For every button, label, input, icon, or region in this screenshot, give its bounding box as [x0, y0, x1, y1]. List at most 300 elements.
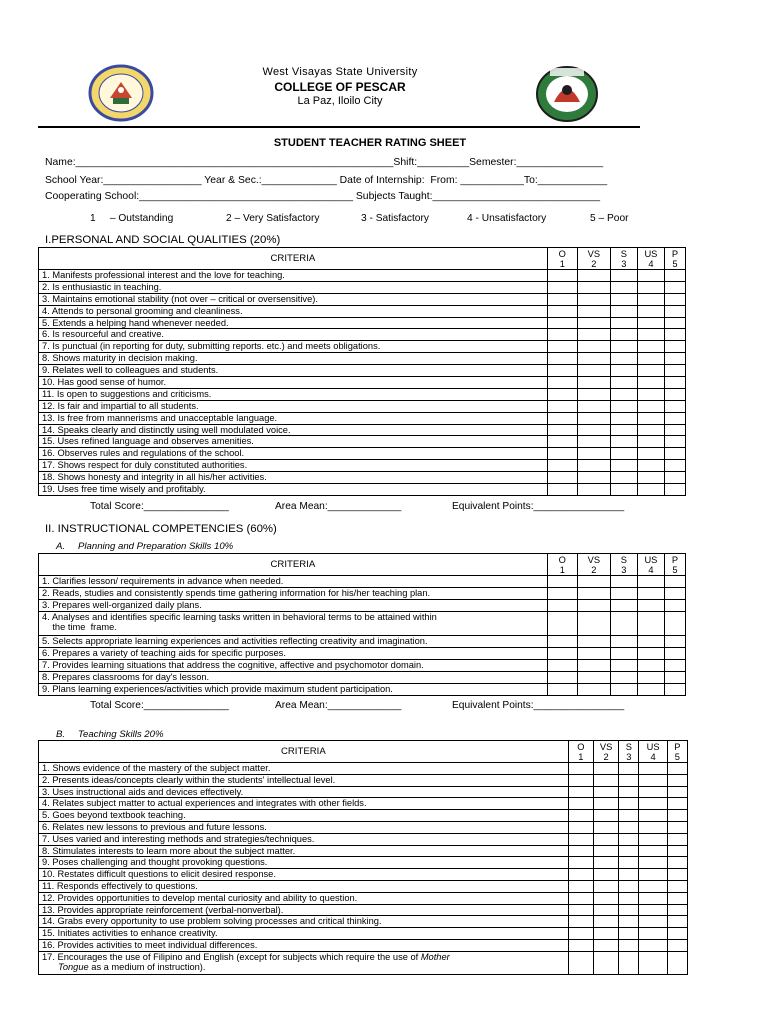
criteria-header: CRITERIA — [39, 554, 548, 576]
rating-cell-5[interactable] — [664, 612, 685, 636]
rating-cell-2[interactable] — [577, 576, 610, 588]
rating-cell-1[interactable] — [568, 845, 593, 857]
rating-cell-3[interactable] — [619, 939, 639, 951]
table-row — [39, 916, 688, 928]
rating-cell-2[interactable] — [577, 270, 610, 282]
rating-cell-2[interactable] — [593, 939, 618, 951]
rating-cell-4[interactable] — [639, 880, 667, 892]
rating-cell-1[interactable] — [568, 833, 593, 845]
rating-cell-5[interactable] — [667, 869, 687, 881]
criterion-text: 16. Provides activities to meet individual differences. — [39, 939, 569, 951]
rating-cell-1[interactable] — [547, 660, 577, 672]
criterion-text: 10. Restates difficult questions to elicit desired response. — [39, 869, 569, 881]
rating-cell-5[interactable] — [664, 305, 685, 317]
rating-cell-4[interactable] — [639, 798, 667, 810]
rating-col-header-3 — [610, 554, 637, 576]
rating-cell-1[interactable] — [568, 904, 593, 916]
rating-cell-3[interactable] — [610, 270, 637, 282]
rating-cell-3[interactable] — [610, 600, 637, 612]
rating-cell-3[interactable] — [619, 904, 639, 916]
rating-cell-4[interactable] — [637, 424, 664, 436]
rating-cell-2[interactable] — [593, 857, 618, 869]
rating-cell-4[interactable] — [639, 763, 667, 775]
rating-cell-2[interactable] — [593, 892, 618, 904]
rating-cell-1[interactable] — [568, 939, 593, 951]
rating-col-header-4 — [637, 554, 664, 576]
rating-cell-2[interactable] — [577, 329, 610, 341]
rating-cell-3[interactable] — [610, 341, 637, 353]
rating-cell-4[interactable] — [639, 916, 667, 928]
rating-cell-4[interactable] — [637, 365, 664, 377]
rating-cell-5[interactable] — [664, 436, 685, 448]
rating-cell-2[interactable] — [577, 436, 610, 448]
rating-cell-2[interactable] — [577, 388, 610, 400]
rating-cell-5[interactable] — [664, 672, 685, 684]
equivalent-points-field-1[interactable]: Equivalent Points:________________ — [452, 501, 625, 512]
rating-cell-1[interactable] — [568, 810, 593, 822]
rating-cell-1[interactable] — [547, 460, 577, 472]
rating-cell-3[interactable] — [610, 636, 637, 648]
rating-cell-1[interactable] — [568, 821, 593, 833]
planning-preparation-table — [38, 553, 686, 696]
rating-cell-5[interactable] — [667, 857, 687, 869]
rating-cell-1[interactable] — [568, 857, 593, 869]
rating-cell-1[interactable] — [568, 798, 593, 810]
rating-cell-4[interactable] — [637, 270, 664, 282]
table-row — [39, 588, 686, 600]
table-row — [39, 293, 686, 305]
rating-cell-3[interactable] — [619, 892, 639, 904]
rating-cell-4[interactable] — [639, 939, 667, 951]
criterion-text: 12. Provides opportunities to develop mental curiosity and ability to question. — [39, 892, 569, 904]
criterion-text: 1. Clarifies lesson/ requirements in advance when needed. — [39, 576, 548, 588]
rating-cell-3[interactable] — [610, 460, 637, 472]
rating-cell-3[interactable] — [610, 448, 637, 460]
area-mean-field-2[interactable]: Area Mean:_____________ — [275, 700, 402, 711]
rating-cell-2[interactable] — [593, 833, 618, 845]
rating-cell-2[interactable] — [593, 763, 618, 775]
rating-number: 4 — [648, 564, 654, 575]
rating-cell-1[interactable] — [568, 916, 593, 928]
total-score-field-1[interactable]: Total Score:_______________ — [90, 501, 229, 512]
rating-cell-1[interactable] — [547, 400, 577, 412]
rating-cell-3[interactable] — [610, 424, 637, 436]
rating-cell-3[interactable] — [610, 293, 637, 305]
rating-cell-4[interactable] — [639, 928, 667, 940]
rating-cell-3[interactable] — [619, 845, 639, 857]
rating-cell-5[interactable] — [667, 845, 687, 857]
rating-cell-5[interactable] — [667, 763, 687, 775]
rating-cell-5[interactable] — [667, 833, 687, 845]
rating-cell-5[interactable] — [664, 484, 685, 496]
rating-cell-4[interactable] — [639, 904, 667, 916]
rating-cell-3[interactable] — [610, 400, 637, 412]
rating-cell-1[interactable] — [547, 636, 577, 648]
rating-cell-2[interactable] — [577, 341, 610, 353]
table-row — [39, 412, 686, 424]
rating-cell-5[interactable] — [664, 412, 685, 424]
scale-very-satisfactory: 2 – Very Satisfactory — [226, 213, 320, 224]
rating-abbr: US — [644, 248, 658, 259]
rating-cell-1[interactable] — [568, 951, 593, 975]
rating-cell-3[interactable] — [619, 786, 639, 798]
rating-cell-2[interactable] — [577, 660, 610, 672]
rating-cell-1[interactable] — [547, 424, 577, 436]
rating-abbr: US — [646, 741, 660, 752]
rating-cell-4[interactable] — [637, 388, 664, 400]
rating-cell-2[interactable] — [577, 672, 610, 684]
table-row — [39, 763, 688, 775]
rating-cell-4[interactable] — [637, 317, 664, 329]
rating-cell-1[interactable] — [568, 880, 593, 892]
rating-cell-3[interactable] — [610, 329, 637, 341]
rating-cell-5[interactable] — [667, 880, 687, 892]
rating-cell-3[interactable] — [610, 412, 637, 424]
rating-cell-2[interactable] — [577, 412, 610, 424]
rating-cell-5[interactable] — [664, 588, 685, 600]
rating-cell-4[interactable] — [637, 484, 664, 496]
rating-cell-2[interactable] — [577, 588, 610, 600]
rating-cell-3[interactable] — [619, 951, 639, 975]
rating-cell-5[interactable] — [664, 270, 685, 282]
rating-cell-1[interactable] — [547, 448, 577, 460]
criterion-17-italic-1: Mother — [420, 951, 450, 962]
rating-cell-1[interactable] — [547, 341, 577, 353]
rating-number: 4 — [650, 751, 656, 762]
rating-cell-4[interactable] — [637, 576, 664, 588]
rating-cell-2[interactable] — [577, 484, 610, 496]
rating-cell-2[interactable] — [593, 810, 618, 822]
rating-cell-2[interactable] — [577, 612, 610, 636]
rating-cell-3[interactable] — [610, 436, 637, 448]
criterion-text: 19. Uses free time wisely and profitably. — [39, 484, 548, 496]
total-score-field-2[interactable]: Total Score:_______________ — [90, 700, 229, 711]
rating-cell-1[interactable] — [547, 472, 577, 484]
rating-cell-5[interactable] — [664, 353, 685, 365]
rating-cell-5[interactable] — [664, 365, 685, 377]
rating-cell-3[interactable] — [610, 377, 637, 389]
rating-cell-3[interactable] — [610, 484, 637, 496]
rating-cell-5[interactable] — [664, 448, 685, 460]
rating-cell-4[interactable] — [637, 436, 664, 448]
rating-cell-1[interactable] — [547, 484, 577, 496]
rating-cell-1[interactable] — [547, 436, 577, 448]
rating-cell-1[interactable] — [547, 672, 577, 684]
rating-cell-2[interactable] — [577, 448, 610, 460]
rating-cell-2[interactable] — [577, 365, 610, 377]
rating-cell-3[interactable] — [619, 916, 639, 928]
rating-cell-4[interactable] — [637, 377, 664, 389]
scale-poor: 5 – Poor — [590, 213, 629, 224]
rating-cell-1[interactable] — [547, 684, 577, 696]
rating-cell-3[interactable] — [610, 472, 637, 484]
rating-cell-4[interactable] — [637, 472, 664, 484]
rating-cell-4[interactable] — [639, 869, 667, 881]
rating-cell-5[interactable] — [664, 317, 685, 329]
rating-cell-4[interactable] — [639, 951, 667, 975]
rating-cell-2[interactable] — [593, 951, 618, 975]
cooperating-school-line[interactable]: Cooperating School:_____________________________________ Subjects Taught:_____________________________ — [45, 191, 601, 202]
rating-cell-3[interactable] — [610, 588, 637, 600]
rating-cell-5[interactable] — [667, 928, 687, 940]
rating-cell-4[interactable] — [637, 293, 664, 305]
equivalent-points-field-2[interactable]: Equivalent Points:________________ — [452, 700, 625, 711]
rating-cell-4[interactable] — [637, 329, 664, 341]
rating-cell-2[interactable] — [577, 472, 610, 484]
rating-cell-3[interactable] — [610, 684, 637, 696]
rating-cell-4[interactable] — [637, 600, 664, 612]
rating-cell-5[interactable] — [667, 821, 687, 833]
rating-cell-1[interactable] — [568, 786, 593, 798]
university-name: West Visayas State University — [262, 66, 418, 78]
rating-cell-4[interactable] — [639, 892, 667, 904]
criterion-text: 17. Shows respect for duly constituted authorities. — [39, 460, 548, 472]
rating-number: 2 — [591, 564, 597, 575]
rating-cell-2[interactable] — [593, 821, 618, 833]
rating-cell-5[interactable] — [664, 684, 685, 696]
rating-cell-4[interactable] — [637, 448, 664, 460]
subsection-b-letter: B. — [56, 729, 66, 740]
rating-abbr: O — [558, 248, 566, 259]
rating-abbr: US — [644, 554, 658, 565]
table-row — [39, 329, 686, 341]
rating-cell-3[interactable] — [610, 365, 637, 377]
rating-cell-3[interactable] — [619, 810, 639, 822]
rating-cell-5[interactable] — [664, 636, 685, 648]
rating-col-header-5 — [667, 741, 687, 763]
criterion-text: 2. Presents ideas/concepts clearly within the students' intellectual level. — [39, 774, 569, 786]
rating-cell-1[interactable] — [568, 928, 593, 940]
rating-cell-4[interactable] — [637, 672, 664, 684]
rating-cell-5[interactable] — [667, 798, 687, 810]
table-row — [39, 341, 686, 353]
rating-cell-5[interactable] — [664, 472, 685, 484]
rating-cell-2[interactable] — [577, 317, 610, 329]
rating-cell-5[interactable] — [664, 341, 685, 353]
rating-cell-3[interactable] — [610, 388, 637, 400]
college-location: La Paz, Iloilo City — [297, 95, 383, 107]
rating-cell-3[interactable] — [610, 612, 637, 636]
rating-cell-1[interactable] — [568, 892, 593, 904]
rating-cell-2[interactable] — [593, 845, 618, 857]
criterion-text: 8. Prepares classrooms for day's lesson. — [39, 672, 548, 684]
rating-cell-1[interactable] — [547, 412, 577, 424]
rating-cell-4[interactable] — [637, 660, 664, 672]
rating-cell-4[interactable] — [637, 341, 664, 353]
rating-cell-4[interactable] — [639, 833, 667, 845]
table-row — [39, 774, 688, 786]
rating-cell-2[interactable] — [593, 786, 618, 798]
table-row — [39, 951, 688, 975]
rating-cell-1[interactable] — [547, 600, 577, 612]
table-row — [39, 660, 686, 672]
rating-col-header-5 — [664, 554, 685, 576]
rating-cell-5[interactable] — [664, 660, 685, 672]
rating-cell-2[interactable] — [577, 636, 610, 648]
rating-cell-2[interactable] — [593, 928, 618, 940]
rating-cell-2[interactable] — [577, 377, 610, 389]
criterion-text: 7. Is punctual (in reporting for duty, submitting reports. etc.) and meets obligations. — [39, 341, 548, 353]
criterion-text: 4. Relates subject matter to actual experiences and integrates with other fields. — [39, 798, 569, 810]
rating-abbr: VS — [587, 554, 601, 565]
rating-cell-4[interactable] — [639, 774, 667, 786]
rating-cell-1[interactable] — [547, 329, 577, 341]
area-mean-field-1[interactable]: Area Mean:_____________ — [275, 501, 402, 512]
rating-cell-3[interactable] — [619, 928, 639, 940]
rating-cell-2[interactable] — [593, 869, 618, 881]
table-row — [39, 833, 688, 845]
rating-cell-2[interactable] — [593, 798, 618, 810]
rating-cell-2[interactable] — [577, 460, 610, 472]
rating-cell-5[interactable] — [664, 293, 685, 305]
rating-cell-3[interactable] — [619, 833, 639, 845]
rating-cell-4[interactable] — [637, 281, 664, 293]
rating-cell-2[interactable] — [577, 600, 610, 612]
rating-cell-4[interactable] — [639, 845, 667, 857]
rating-number: 4 — [648, 258, 654, 269]
rating-cell-5[interactable] — [664, 400, 685, 412]
school-year-line[interactable]: School Year:_________________ Year & Sec.:_____________ Date of Internship: From: ___________To:____________ — [45, 175, 608, 186]
table-row — [39, 869, 688, 881]
rating-cell-2[interactable] — [577, 400, 610, 412]
rating-cell-5[interactable] — [664, 329, 685, 341]
rating-cell-2[interactable] — [577, 305, 610, 317]
rating-cell-3[interactable] — [619, 798, 639, 810]
rating-cell-4[interactable] — [639, 786, 667, 798]
rating-cell-4[interactable] — [639, 810, 667, 822]
rating-cell-5[interactable] — [667, 892, 687, 904]
rating-abbr: S — [620, 554, 627, 565]
rating-cell-5[interactable] — [664, 576, 685, 588]
rating-cell-1[interactable] — [547, 388, 577, 400]
rating-cell-1[interactable] — [547, 317, 577, 329]
table-row — [39, 798, 688, 810]
rating-cell-4[interactable] — [637, 588, 664, 600]
rating-cell-3[interactable] — [610, 281, 637, 293]
rating-cell-3[interactable] — [610, 660, 637, 672]
table-header-row — [39, 248, 686, 270]
criterion-text: 13. Provides appropriate reinforcement (verbal-nonverbal). — [39, 904, 569, 916]
section-instructional-title: II. INSTRUCTIONAL COMPETENCIES (60%) — [45, 523, 277, 535]
rating-cell-5[interactable] — [667, 916, 687, 928]
section-personal-social-title: I.PERSONAL AND SOCIAL QUALITIES (20%) — [45, 234, 281, 246]
table-row — [39, 636, 686, 648]
rating-cell-4[interactable] — [637, 412, 664, 424]
rating-cell-5[interactable] — [664, 377, 685, 389]
rating-cell-1[interactable] — [547, 588, 577, 600]
rating-cell-3[interactable] — [619, 869, 639, 881]
rating-cell-3[interactable] — [619, 857, 639, 869]
table-row — [39, 388, 686, 400]
criterion-text: 7. Provides learning situations that address the cognitive, affective and psychomotor domain. — [39, 660, 548, 672]
rating-cell-1[interactable] — [547, 293, 577, 305]
name-shift-semester-line[interactable]: Name:_______________________________________________________Shift:_________Semester:_______________ — [45, 157, 604, 168]
rating-cell-3[interactable] — [619, 774, 639, 786]
rating-cell-4[interactable] — [639, 857, 667, 869]
rating-cell-1[interactable] — [547, 576, 577, 588]
table-row — [39, 424, 686, 436]
rating-cell-5[interactable] — [667, 810, 687, 822]
rating-cell-3[interactable] — [610, 672, 637, 684]
rating-cell-4[interactable] — [637, 684, 664, 696]
rating-cell-2[interactable] — [577, 684, 610, 696]
rating-cell-2[interactable] — [577, 424, 610, 436]
rating-number: 1 — [559, 564, 565, 575]
rating-cell-2[interactable] — [593, 916, 618, 928]
criterion-text: 5. Goes beyond textbook teaching. — [39, 810, 569, 822]
rating-cell-1[interactable] — [568, 774, 593, 786]
rating-cell-3[interactable] — [610, 353, 637, 365]
rating-cell-1[interactable] — [547, 648, 577, 660]
scale-unsatisfactory: 4 - Unsatisfactory — [467, 213, 547, 224]
rating-cell-4[interactable] — [637, 353, 664, 365]
rating-cell-3[interactable] — [610, 317, 637, 329]
table-header-row — [39, 554, 686, 576]
criterion-text: 6. Prepares a variety of teaching aids for specific purposes. — [39, 648, 548, 660]
rating-cell-4[interactable] — [639, 821, 667, 833]
rating-cell-5[interactable] — [667, 786, 687, 798]
criterion-text: 16. Observes rules and regulations of the school. — [39, 448, 548, 460]
rating-cell-4[interactable] — [637, 460, 664, 472]
rating-cell-3[interactable] — [619, 880, 639, 892]
rating-cell-4[interactable] — [637, 305, 664, 317]
rating-cell-5[interactable] — [664, 600, 685, 612]
rating-cell-2[interactable] — [593, 774, 618, 786]
rating-cell-5[interactable] — [667, 951, 687, 975]
rating-cell-1[interactable] — [547, 270, 577, 282]
rating-cell-5[interactable] — [664, 648, 685, 660]
rating-cell-2[interactable] — [577, 281, 610, 293]
rating-cell-1[interactable] — [547, 353, 577, 365]
rating-cell-5[interactable] — [667, 904, 687, 916]
rating-cell-1[interactable] — [547, 612, 577, 636]
rating-cell-5[interactable] — [664, 281, 685, 293]
rating-cell-3[interactable] — [619, 763, 639, 775]
rating-cell-1[interactable] — [568, 869, 593, 881]
rating-cell-2[interactable] — [593, 904, 618, 916]
rating-cell-2[interactable] — [577, 648, 610, 660]
table-row — [39, 892, 688, 904]
rating-cell-1[interactable] — [547, 365, 577, 377]
rating-cell-4[interactable] — [637, 636, 664, 648]
rating-cell-5[interactable] — [664, 424, 685, 436]
table-row — [39, 305, 686, 317]
rating-cell-3[interactable] — [610, 648, 637, 660]
rating-cell-5[interactable] — [664, 388, 685, 400]
rating-cell-2[interactable] — [577, 353, 610, 365]
rating-cell-4[interactable] — [637, 612, 664, 636]
rating-cell-5[interactable] — [667, 774, 687, 786]
rating-cell-1[interactable] — [547, 281, 577, 293]
rating-col-header-4 — [639, 741, 667, 763]
table-row — [39, 365, 686, 377]
rating-cell-3[interactable] — [619, 821, 639, 833]
rating-cell-5[interactable] — [667, 939, 687, 951]
rating-cell-3[interactable] — [610, 576, 637, 588]
rating-cell-4[interactable] — [637, 400, 664, 412]
rating-cell-1[interactable] — [568, 763, 593, 775]
table-row — [39, 460, 686, 472]
rating-cell-3[interactable] — [610, 305, 637, 317]
rating-cell-1[interactable] — [547, 305, 577, 317]
criterion-text: 4. Attends to personal grooming and cleanliness. — [39, 305, 548, 317]
rating-cell-4[interactable] — [637, 648, 664, 660]
rating-cell-1[interactable] — [547, 377, 577, 389]
rating-cell-5[interactable] — [664, 460, 685, 472]
rating-cell-2[interactable] — [593, 880, 618, 892]
rating-cell-2[interactable] — [577, 293, 610, 305]
rating-col-header-2 — [577, 248, 610, 270]
